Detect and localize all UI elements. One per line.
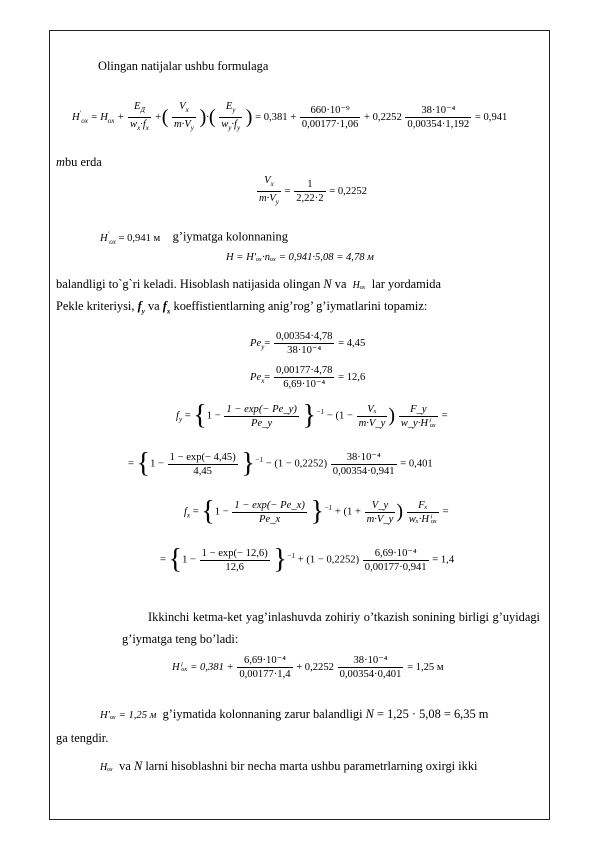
- eq4-den1: 0,00177·1,4: [239, 669, 291, 680]
- eq2-num2: 1: [294, 178, 325, 192]
- h-line: $H'_{ox} = 0,941$ м g’iymatga kolonnaning: [100, 229, 288, 246]
- eq4-num2: 38·10⁻⁴: [338, 654, 404, 668]
- fy-frac-b-den: m·V_y: [358, 417, 386, 429]
- eq4-num1: 6,69·10⁻⁴: [237, 654, 292, 668]
- para5-h: Hₒₓ: [100, 762, 113, 773]
- para4-text: g’iymatida kolonnaning zarur balandligi: [162, 707, 363, 721]
- pe-x-sub: x: [261, 377, 265, 386]
- equation-h: H = H′ₒₓ·nₒₓ = 0,941·5,08 = 4,78 м: [226, 252, 374, 263]
- m-var: m: [56, 155, 65, 169]
- equation-fy: $f_y = \{1$ − $\frac{1 - \exp(- Pe\_y)}{Pe\_y}$ }$^{-1}$ − (1 − $\frac{\text{Vₓ}}{m\cdot V\_y}$ ) $\frac{F\_y}{\text{w\_y·Hⁱₒₓ}}$ =: [176, 400, 448, 431]
- fy-num-a: 1 − exp(− Pe_y): [226, 403, 297, 415]
- pe-x-lhs: Pe: [250, 371, 262, 383]
- pe-x-den: 6,69·10⁻⁴: [283, 379, 326, 390]
- eq4-lhs: Hⁱₒₓ = 0,381 +: [172, 661, 234, 673]
- fy-val-result: = 0,401: [400, 458, 433, 470]
- equation-h-ox-2: [172, 654, 444, 681]
- eq4-result: = 1,25 м: [407, 661, 444, 673]
- eq1-mid: = 0,381 +: [255, 112, 297, 124]
- para1-n: N: [323, 277, 332, 291]
- para4-line2: ga tengdir.: [56, 731, 109, 745]
- pe-y-result: = 4,45: [338, 337, 366, 349]
- fx-frac-c-num: Fₓ: [407, 499, 439, 513]
- pe-y-den: 38·10⁻⁴: [287, 345, 322, 356]
- pe-y-num: 0,00354·4,78: [275, 331, 333, 342]
- para1: [56, 276, 541, 294]
- pe-y-lhs: Pe: [250, 337, 262, 349]
- para2-fx: f: [162, 299, 167, 313]
- fx-val-den-b: 0,00177·0,941: [364, 561, 427, 573]
- para1-a: balandligi to`g`ri keladi. Hisoblash natijasida olingan: [56, 277, 321, 291]
- para4: [100, 706, 488, 724]
- fy-mid: − (1 −: [326, 410, 353, 422]
- pe-x-num: 0,00177·4,78: [275, 365, 333, 376]
- equation-ratio: $\frac{V_x}{m\cdot V_y}$ = $\frac{1}{2,22\cdot 2}$ = 0,2252: [259, 175, 367, 207]
- para1-va: va: [334, 277, 347, 291]
- para3: Ikkinchi ketma-ket yag’inlashuvda zohiriy o’tkazish sonining birligi g’uyidagi g’iymatga teng bo’ladi:: [122, 610, 540, 646]
- para2-fx-sub: x: [166, 307, 171, 316]
- eq2-result: = 0,2252: [329, 186, 367, 198]
- equation-pe-x: $Pe_x=$ $\frac{0,00177\cdot 4,78}{\text{6,69·10⁻⁴}}$ = 12,6: [250, 365, 366, 390]
- fy-frac-c-num: F_y: [399, 403, 438, 417]
- fy-val-den-a: 4,45: [193, 465, 212, 477]
- fx-val-den-a: 12,6: [225, 561, 244, 573]
- equation-fy-value: = {1 − $\frac{1 - \exp(- 4,45)}{4,45}$ }$^{-1}$ − (1 − 0,2252) $\frac{\text{38·10⁻⁴}}{0,00354\cdot 0,941}$ = 0,401: [128, 448, 433, 479]
- fy-end: =: [441, 410, 448, 422]
- para2-a: Pekle kriteriysi,: [56, 299, 135, 313]
- fx-mid: + (1 +: [334, 506, 361, 518]
- fx-den-a: Pe_x: [259, 513, 281, 525]
- para2: [56, 298, 427, 319]
- para2-fy: f: [137, 299, 142, 313]
- para4-n: N: [365, 707, 374, 721]
- eq1-result: = 0,941: [474, 112, 508, 124]
- fx-val-result: = 1,4: [432, 554, 455, 566]
- eq1-num1: 660·10⁻⁹: [300, 104, 361, 118]
- fx-frac-b-num: V_y: [365, 499, 396, 513]
- para1-h: Hₒₓ: [352, 280, 366, 291]
- eq4-den2: 0,00354·0,401: [339, 669, 402, 680]
- para2-b: koeffistientlarning anig’rog’ g’iymatlarini topamiz:: [173, 299, 428, 313]
- fx-val-num-a: 1 − exp(− 12,6): [201, 547, 268, 559]
- equation-pe-y: $Pe_y=$ $\frac{0,00354\cdot 4,78}{\text{38·10⁻⁴}}$ = 4,45: [250, 331, 366, 356]
- pe-y-sub: y: [261, 343, 265, 352]
- para4-lhs: H′ₒₓ = 1,25 м: [100, 710, 157, 721]
- fy-den-a: Pe_y: [251, 417, 273, 429]
- eq1-den2: 0,00354·1,192: [407, 119, 470, 131]
- para2-fy-sub: y: [141, 307, 145, 316]
- fx-num-a: 1 − exp(− Pe_x): [234, 499, 305, 511]
- pe-x-result: = 12,6: [338, 371, 366, 383]
- fx-frac-b-den: m·V_y: [366, 513, 394, 525]
- eq1-plus2: + 0,2252: [364, 112, 402, 124]
- fx-sub: x: [186, 511, 191, 520]
- fy-frac-b-num: Vₓ: [357, 403, 388, 417]
- m-text: bu erda: [64, 155, 102, 169]
- m-line: [56, 154, 102, 170]
- h-line-text: g’iymatga kolonnaning: [172, 229, 288, 244]
- eq1-num2: 38·10⁻⁴: [405, 104, 471, 118]
- equation-fx: $f_x = \{1$ − $\frac{1 - \exp(- Pe\_x)}{Pe\_x}$ }$^{-1}$ + (1 + $\frac{V\_y}{m\cdot V\_y}$ ) $\frac{\text{Fₓ}}{\text{wₓ·Hⁱₒₓ}}$ =: [184, 496, 449, 527]
- eq4-plus: + 0,2252: [296, 661, 334, 673]
- para5-va: va: [119, 759, 131, 773]
- para1-b: lar yordamida: [371, 277, 441, 291]
- fy-val-mid: − (1 − 0,2252): [265, 458, 328, 470]
- intro-text: Olingan natijalar ushbu formulaga: [98, 59, 269, 73]
- para5: [100, 758, 477, 776]
- fy-sub: y: [178, 415, 183, 424]
- fy-lhs: f: [176, 410, 179, 422]
- fx-val-num-b: 6,69·10⁻⁴: [363, 547, 429, 561]
- fy-val-den-b: 0,00354·0,941: [332, 465, 395, 477]
- para5-text: larni hisoblashni bir necha marta ushbu parametrlarning oxirgi ikki: [145, 759, 478, 773]
- fx-lhs: f: [184, 506, 187, 518]
- fx-end: =: [442, 506, 449, 518]
- fy-frac-c-den: w_y·Hⁱₒₓ: [400, 417, 436, 429]
- eq1-den1: 0,00177·1,06: [301, 119, 359, 131]
- equation-h-ox: $H'_{ox} = H_{ox}$ + $\frac{E_Д}{w_x\cdot f_x}$ +( $\frac{V_x}{m\cdot V_y}$ )·( $\frac{E_y}{w_y\cdot f_y}$ ) = 0,381 + $\frac{\text{660·10⁻⁹}}{0,00177\cdot 1,06}$ + 0,2252 $\frac{\text{38·10⁻⁴}}{0,00354\cdot 1,192}$ = 0,941: [72, 101, 508, 133]
- fy-val-num-a: 1 − exp(− 4,45): [169, 451, 236, 463]
- fx-val-mid: + (1 − 0,2252): [297, 554, 360, 566]
- eq2-den2: 2,22·2: [296, 193, 324, 205]
- equation-fx-value: = {1 − $\frac{1 - \exp(- 12,6)}{12,6}$ }$^{-1}$ + (1 − 0,2252) $\frac{\text{6,69·10⁻⁴}}{0,00177\cdot 0,941}$ = 1,4: [160, 544, 455, 575]
- fx-frac-c-den: wₓ·Hⁱₒₓ: [408, 513, 437, 525]
- para2-va: va: [147, 299, 160, 313]
- fy-val-num-b: 38·10⁻⁴: [331, 451, 397, 465]
- para4-end: = 1,25 · 5,08 = 6,35 m: [377, 707, 489, 721]
- para5-n: N: [133, 759, 143, 773]
